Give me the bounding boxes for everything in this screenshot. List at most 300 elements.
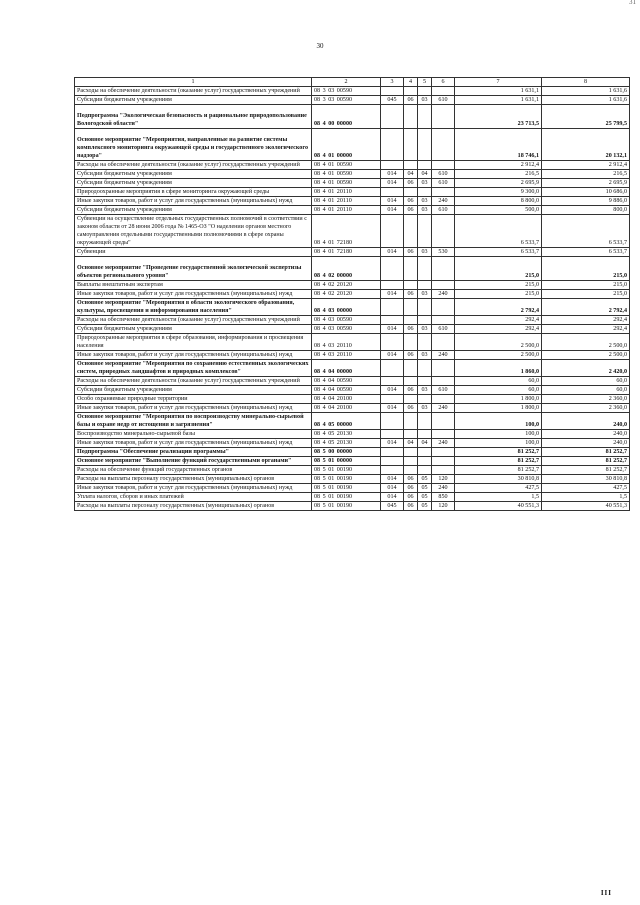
row-subsection — [418, 129, 432, 161]
row-code: 08 4 03 20110 — [312, 334, 381, 351]
row-amount-1: 1 860,0 — [455, 360, 542, 377]
column-header: 4 — [404, 78, 418, 87]
row-code: 08 3 03 00590 — [312, 96, 381, 105]
row-code: 08 4 01 20110 — [312, 188, 381, 197]
table-row — [75, 457, 630, 466]
row-amount-2: 215,0 — [542, 281, 630, 290]
row-code: 08 5 01 00190 — [312, 502, 381, 511]
row-code: 08 4 03 00590 — [312, 325, 381, 334]
row-name: Воспроизводство минерально-сырьевой базы — [75, 430, 312, 439]
row-expense-type — [432, 413, 455, 430]
row-subsection — [418, 413, 432, 430]
table-row — [75, 386, 630, 395]
row-amount-1: 1 800,0 — [455, 395, 542, 404]
row-code: 08 4 05 20130 — [312, 439, 381, 448]
row-amount-1: 292,4 — [455, 325, 542, 334]
row-amount-2: 30 810,8 — [542, 475, 630, 484]
row-expense-type — [432, 257, 455, 281]
table-row — [75, 439, 630, 448]
column-header: 7 — [455, 78, 542, 87]
row-amount-1: 2 792,4 — [455, 299, 542, 316]
row-amount-1: 81 252,7 — [455, 448, 542, 457]
row-expense-type: 120 — [432, 475, 455, 484]
row-section — [404, 188, 418, 197]
row-expense-type — [432, 316, 455, 325]
column-header: 2 — [312, 78, 381, 87]
row-subsection — [418, 281, 432, 290]
row-expense-type: 610 — [432, 96, 455, 105]
table-row — [75, 87, 630, 96]
row-subsection — [418, 215, 432, 248]
row-subsection — [418, 334, 432, 351]
row-expense-type — [432, 281, 455, 290]
row-section: 06 — [404, 248, 418, 257]
row-name: Иные закупки товаров, работ и услуг для государственных (муниципальных) нужд — [75, 197, 312, 206]
table-header-row — [75, 78, 630, 87]
row-expense-type: 610 — [432, 325, 455, 334]
row-expense-type: 240 — [432, 290, 455, 299]
row-expense-type — [432, 377, 455, 386]
row-section — [404, 360, 418, 377]
row-amount-2: 2 695,9 — [542, 179, 630, 188]
row-code: 08 4 04 00000 — [312, 360, 381, 377]
row-amount-2: 60,0 — [542, 377, 630, 386]
row-code: 08 5 01 00190 — [312, 493, 381, 502]
row-section: 06 — [404, 404, 418, 413]
row-name: Иные закупки товаров, работ и услуг для государственных (муниципальных) нужд — [75, 484, 312, 493]
row-section: 06 — [404, 325, 418, 334]
row-code: 08 4 01 00590 — [312, 161, 381, 170]
row-subsection — [418, 188, 432, 197]
row-expense-type — [432, 430, 455, 439]
row-code: 08 4 01 20110 — [312, 206, 381, 215]
row-ministry — [381, 129, 404, 161]
table-row — [75, 161, 630, 170]
row-ministry — [381, 457, 404, 466]
row-amount-1: 30 810,8 — [455, 475, 542, 484]
row-amount-2: 240,0 — [542, 430, 630, 439]
table-row — [75, 281, 630, 290]
row-code: 08 4 04 00590 — [312, 386, 381, 395]
row-section: 06 — [404, 197, 418, 206]
row-amount-1: 9 300,0 — [455, 188, 542, 197]
row-subsection — [418, 87, 432, 96]
table-row — [75, 179, 630, 188]
row-amount-2: 2 420,0 — [542, 360, 630, 377]
row-name: Расходы на обеспечение деятельности (оказание услуг) государственных учреждений — [75, 377, 312, 386]
row-ministry — [381, 360, 404, 377]
row-section: 06 — [404, 386, 418, 395]
table-row — [75, 325, 630, 334]
row-amount-2: 40 551,3 — [542, 502, 630, 511]
row-code: 08 4 01 00590 — [312, 170, 381, 179]
row-subsection — [418, 105, 432, 129]
row-ministry — [381, 395, 404, 404]
table-row — [75, 206, 630, 215]
row-name: Основное мероприятие "Выполнение функций государственными органами" — [75, 457, 312, 466]
row-subsection: 03 — [418, 179, 432, 188]
row-code: 08 3 03 00590 — [312, 87, 381, 96]
row-section — [404, 413, 418, 430]
row-ministry — [381, 161, 404, 170]
row-amount-2: 292,4 — [542, 325, 630, 334]
row-expense-type — [432, 448, 455, 457]
table-row — [75, 197, 630, 206]
budget-table — [74, 77, 630, 511]
row-name: Субсидии бюджетным учреждениям — [75, 206, 312, 215]
row-amount-1: 81 252,7 — [455, 466, 542, 475]
row-ministry: 014 — [381, 206, 404, 215]
row-name: Особо охраняемые природные территории — [75, 395, 312, 404]
row-amount-2: 20 132,1 — [542, 129, 630, 161]
row-name: Основное мероприятие "Мероприятия, направленные на развитие системы комплексного мониторинга окружающей среды и государственного экологического надзора" — [75, 129, 312, 161]
row-amount-2: 1 631,6 — [542, 96, 630, 105]
row-code: 08 4 04 20100 — [312, 404, 381, 413]
row-amount-1: 1 631,1 — [455, 87, 542, 96]
row-subsection: 03 — [418, 386, 432, 395]
row-section — [404, 448, 418, 457]
table-row — [75, 360, 630, 377]
row-subsection — [418, 316, 432, 325]
row-ministry — [381, 105, 404, 129]
row-amount-2: 240,0 — [542, 413, 630, 430]
row-ministry: 014 — [381, 386, 404, 395]
row-expense-type — [432, 334, 455, 351]
row-amount-1: 2 500,0 — [455, 334, 542, 351]
table-row — [75, 466, 630, 475]
row-amount-1: 23 713,5 — [455, 105, 542, 129]
table-row — [75, 351, 630, 360]
bottom-page-mark: III — [600, 889, 612, 897]
row-code: 08 5 01 00000 — [312, 457, 381, 466]
row-expense-type: 120 — [432, 502, 455, 511]
row-section — [404, 334, 418, 351]
row-section: 06 — [404, 493, 418, 502]
row-section — [404, 257, 418, 281]
row-amount-2: 2 912,4 — [542, 161, 630, 170]
column-header: 3 — [381, 78, 404, 87]
table-row — [75, 448, 630, 457]
row-amount-1: 18 746,1 — [455, 129, 542, 161]
row-subsection: 03 — [418, 404, 432, 413]
row-amount-1: 81 252,7 — [455, 457, 542, 466]
row-ministry: 014 — [381, 170, 404, 179]
row-expense-type: 240 — [432, 197, 455, 206]
row-name: Иные закупки товаров, работ и услуг для государственных (муниципальных) нужд — [75, 404, 312, 413]
row-name: Природоохранные мероприятия в сфере мониторинга окружающей среды — [75, 188, 312, 197]
row-amount-2: 2 792,4 — [542, 299, 630, 316]
row-subsection — [418, 430, 432, 439]
row-name: Подпрограмма "Обеспечение реализации программы" — [75, 448, 312, 457]
row-amount-2: 25 799,5 — [542, 105, 630, 129]
row-name: Субсидии бюджетным учреждениям — [75, 96, 312, 105]
row-expense-type: 850 — [432, 493, 455, 502]
row-amount-1: 60,0 — [455, 377, 542, 386]
row-section — [404, 466, 418, 475]
row-section: 04 — [404, 439, 418, 448]
row-ministry — [381, 188, 404, 197]
row-ministry: 014 — [381, 484, 404, 493]
row-section — [404, 457, 418, 466]
row-code: 08 4 02 00000 — [312, 257, 381, 281]
row-amount-2: 1,5 — [542, 493, 630, 502]
row-amount-1: 1 631,1 — [455, 96, 542, 105]
row-code: 08 4 01 72180 — [312, 215, 381, 248]
table-row — [75, 96, 630, 105]
row-section: 06 — [404, 502, 418, 511]
row-expense-type: 610 — [432, 206, 455, 215]
corner-page-mark: 31 — [629, 0, 636, 6]
row-expense-type: 240 — [432, 484, 455, 493]
table-row — [75, 475, 630, 484]
row-code: 08 4 03 00000 — [312, 299, 381, 316]
row-section: 06 — [404, 484, 418, 493]
row-ministry — [381, 299, 404, 316]
row-section — [404, 87, 418, 96]
row-expense-type — [432, 457, 455, 466]
row-section: 06 — [404, 475, 418, 484]
row-amount-2: 6 533,7 — [542, 248, 630, 257]
row-section: 06 — [404, 290, 418, 299]
row-amount-1: 6 533,7 — [455, 248, 542, 257]
row-code: 08 4 05 20130 — [312, 430, 381, 439]
row-amount-2: 1 631,6 — [542, 87, 630, 96]
row-subsection: 03 — [418, 290, 432, 299]
table-row — [75, 129, 630, 161]
row-ministry — [381, 466, 404, 475]
row-section — [404, 161, 418, 170]
table-row — [75, 404, 630, 413]
column-header: 8 — [542, 78, 630, 87]
row-expense-type — [432, 360, 455, 377]
row-amount-2: 2 360,0 — [542, 395, 630, 404]
table-row — [75, 334, 630, 351]
row-amount-1: 100,0 — [455, 413, 542, 430]
row-ministry — [381, 430, 404, 439]
row-name: Расходы на обеспечение деятельности (оказание услуг) государственных учреждений — [75, 161, 312, 170]
row-code: 08 4 01 20110 — [312, 197, 381, 206]
row-name: Иные закупки товаров, работ и услуг для государственных (муниципальных) нужд — [75, 351, 312, 360]
row-code: 08 4 00 00000 — [312, 105, 381, 129]
row-code: 08 5 01 00190 — [312, 475, 381, 484]
table-row — [75, 395, 630, 404]
row-subsection — [418, 161, 432, 170]
row-amount-2: 215,0 — [542, 257, 630, 281]
row-amount-1: 40 551,3 — [455, 502, 542, 511]
row-ministry — [381, 215, 404, 248]
row-code: 08 4 01 00590 — [312, 179, 381, 188]
row-name: Расходы на выплаты персоналу государственных (муниципальных) органов — [75, 502, 312, 511]
row-ministry: 014 — [381, 404, 404, 413]
table-row — [75, 105, 630, 129]
row-ministry — [381, 377, 404, 386]
row-name: Субвенции — [75, 248, 312, 257]
row-subsection — [418, 448, 432, 457]
row-ministry: 014 — [381, 179, 404, 188]
row-expense-type — [432, 466, 455, 475]
row-subsection: 05 — [418, 493, 432, 502]
row-subsection: 03 — [418, 351, 432, 360]
row-ministry: 014 — [381, 197, 404, 206]
row-amount-1: 6 533,7 — [455, 215, 542, 248]
row-section — [404, 215, 418, 248]
row-name: Субсидии бюджетным учреждениям — [75, 179, 312, 188]
row-amount-1: 292,4 — [455, 316, 542, 325]
row-code: 08 4 03 00590 — [312, 316, 381, 325]
row-code: 08 4 05 00000 — [312, 413, 381, 430]
row-subsection — [418, 395, 432, 404]
table-row — [75, 413, 630, 430]
row-ministry: 014 — [381, 475, 404, 484]
row-name: Основное мероприятие "Мероприятия в области экологического образования, культуры, просвещения и информирования населения" — [75, 299, 312, 316]
row-section — [404, 377, 418, 386]
row-amount-2: 427,5 — [542, 484, 630, 493]
row-subsection: 03 — [418, 206, 432, 215]
row-amount-1: 60,0 — [455, 386, 542, 395]
row-expense-type — [432, 105, 455, 129]
row-subsection: 03 — [418, 248, 432, 257]
row-ministry — [381, 87, 404, 96]
row-amount-1: 2 912,4 — [455, 161, 542, 170]
row-section — [404, 430, 418, 439]
row-subsection — [418, 377, 432, 386]
row-expense-type: 240 — [432, 439, 455, 448]
row-amount-1: 2 500,0 — [455, 351, 542, 360]
row-subsection: 05 — [418, 475, 432, 484]
row-expense-type — [432, 188, 455, 197]
row-code: 08 5 00 00000 — [312, 448, 381, 457]
row-code: 08 4 04 20100 — [312, 395, 381, 404]
row-amount-1: 1,5 — [455, 493, 542, 502]
table-row — [75, 493, 630, 502]
row-amount-1: 100,0 — [455, 439, 542, 448]
row-amount-1: 500,0 — [455, 206, 542, 215]
row-expense-type — [432, 215, 455, 248]
row-amount-2: 800,0 — [542, 206, 630, 215]
row-name: Основное мероприятие "Мероприятия по воспроизводству минерально-сырьевой базы и охране недр от истощения и загрязнения" — [75, 413, 312, 430]
row-ministry — [381, 257, 404, 281]
row-amount-1: 8 800,0 — [455, 197, 542, 206]
row-expense-type: 610 — [432, 386, 455, 395]
row-section: 06 — [404, 96, 418, 105]
table-row — [75, 257, 630, 281]
row-amount-2: 81 252,7 — [542, 448, 630, 457]
row-section — [404, 105, 418, 129]
row-expense-type — [432, 299, 455, 316]
row-ministry — [381, 316, 404, 325]
row-ministry — [381, 334, 404, 351]
row-name: Расходы на обеспечение функций государственных органов — [75, 466, 312, 475]
row-ministry — [381, 413, 404, 430]
row-name: Субсидии бюджетным учреждениям — [75, 170, 312, 179]
row-expense-type: 610 — [432, 179, 455, 188]
row-expense-type: 240 — [432, 351, 455, 360]
row-amount-1: 215,0 — [455, 281, 542, 290]
row-code: 08 4 02 20120 — [312, 281, 381, 290]
row-amount-1: 215,0 — [455, 290, 542, 299]
row-name: Иные закупки товаров, работ и услуг для государственных (муниципальных) нужд — [75, 439, 312, 448]
row-subsection — [418, 466, 432, 475]
row-amount-2: 240,0 — [542, 439, 630, 448]
row-amount-2: 292,4 — [542, 316, 630, 325]
row-name: Субсидии бюджетным учреждениям — [75, 386, 312, 395]
row-subsection: 03 — [418, 96, 432, 105]
row-ministry: 014 — [381, 439, 404, 448]
row-code: 08 4 01 00000 — [312, 129, 381, 161]
row-ministry — [381, 448, 404, 457]
row-section — [404, 299, 418, 316]
row-section — [404, 395, 418, 404]
row-amount-2: 6 533,7 — [542, 215, 630, 248]
row-amount-1: 216,5 — [455, 170, 542, 179]
row-expense-type: 530 — [432, 248, 455, 257]
row-amount-1: 427,5 — [455, 484, 542, 493]
row-code: 08 4 04 00590 — [312, 377, 381, 386]
table-row — [75, 188, 630, 197]
row-name: Основное мероприятие "Проведение государственной экологической экспертизы объектов регионального уровня" — [75, 257, 312, 281]
row-code: 08 5 01 00190 — [312, 466, 381, 475]
row-name: Уплата налогов, сборов и иных платежей — [75, 493, 312, 502]
row-amount-2: 2 500,0 — [542, 351, 630, 360]
row-amount-2: 2 500,0 — [542, 334, 630, 351]
row-subsection — [418, 299, 432, 316]
row-subsection: 04 — [418, 439, 432, 448]
row-ministry: 014 — [381, 351, 404, 360]
row-amount-2: 81 252,7 — [542, 466, 630, 475]
table-row — [75, 430, 630, 439]
row-code: 08 4 01 72180 — [312, 248, 381, 257]
row-name: Расходы на выплаты персоналу государственных (муниципальных) органов — [75, 475, 312, 484]
row-subsection: 05 — [418, 502, 432, 511]
row-expense-type: 240 — [432, 404, 455, 413]
row-name: Субвенции на осуществление отдельных государственных полномочий в соответствии с законом области от 28 июня 2006 года № 1465-ОЗ "О наделении органов местного самоуправления отдельными государственными полномочиями в сфере охраны окружающей среды" — [75, 215, 312, 248]
table-row — [75, 170, 630, 179]
table-row — [75, 377, 630, 386]
row-amount-2: 215,0 — [542, 290, 630, 299]
row-name: Природоохранные мероприятия в сфере образования, информирования и просвещения населения — [75, 334, 312, 351]
row-name: Выплаты внештатным экспертам — [75, 281, 312, 290]
row-ministry: 045 — [381, 502, 404, 511]
row-section: 06 — [404, 179, 418, 188]
table-row — [75, 290, 630, 299]
row-ministry: 045 — [381, 96, 404, 105]
row-ministry: 014 — [381, 493, 404, 502]
row-amount-2: 2 360,0 — [542, 404, 630, 413]
row-amount-1: 215,0 — [455, 257, 542, 281]
row-ministry: 014 — [381, 290, 404, 299]
row-subsection: 04 — [418, 170, 432, 179]
row-subsection: 05 — [418, 484, 432, 493]
row-subsection — [418, 457, 432, 466]
row-expense-type — [432, 161, 455, 170]
row-ministry: 014 — [381, 248, 404, 257]
column-header: 6 — [432, 78, 455, 87]
row-subsection — [418, 360, 432, 377]
row-section: 06 — [404, 351, 418, 360]
table-row — [75, 248, 630, 257]
table-row — [75, 502, 630, 511]
row-code: 08 4 03 20110 — [312, 351, 381, 360]
row-expense-type — [432, 87, 455, 96]
row-amount-2: 9 886,0 — [542, 197, 630, 206]
row-name: Иные закупки товаров, работ и услуг для государственных (муниципальных) нужд — [75, 290, 312, 299]
row-expense-type — [432, 129, 455, 161]
row-amount-2: 10 686,0 — [542, 188, 630, 197]
page-number: 30 — [316, 42, 324, 50]
table-row — [75, 215, 630, 248]
row-amount-1: 100,0 — [455, 430, 542, 439]
row-section — [404, 316, 418, 325]
